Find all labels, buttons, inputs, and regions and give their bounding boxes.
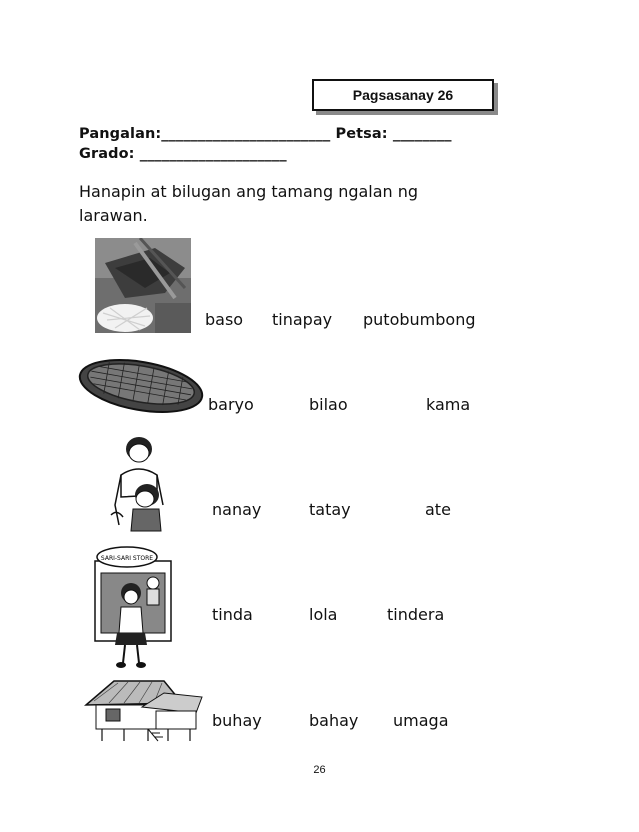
- exercise-title: Pagsasanay 26: [352, 87, 454, 103]
- choice-5-3[interactable]: umaga: [393, 711, 449, 730]
- choice-5-1[interactable]: buhay: [212, 711, 262, 730]
- choice-2-2[interactable]: bilao: [309, 395, 348, 414]
- choice-1-1[interactable]: baso: [205, 310, 244, 329]
- choice-4-3[interactable]: tindera: [387, 605, 445, 624]
- store-sign: SARI-SARI STORE: [100, 555, 154, 562]
- choice-5-2[interactable]: bahay: [309, 711, 359, 730]
- choice-3-2[interactable]: tatay: [309, 500, 351, 519]
- choice-4-1[interactable]: tinda: [212, 605, 253, 624]
- choice-1-3[interactable]: putobumbong: [363, 310, 476, 329]
- choice-3-1[interactable]: nanay: [212, 500, 262, 519]
- exercise-title-box: [312, 79, 494, 111]
- choice-2-3[interactable]: kama: [426, 395, 471, 414]
- choice-3-3[interactable]: ate: [425, 500, 451, 519]
- mother-child-drawing: [107, 435, 165, 533]
- house-drawing: [84, 677, 204, 745]
- girl-at-store-drawing: [93, 545, 173, 670]
- name-date-line: Pangalan:_______________________ Petsa: ________: [79, 126, 452, 142]
- choice-1-2[interactable]: tinapay: [272, 310, 333, 329]
- page-number: 26: [313, 764, 326, 776]
- bilao-drawing: [76, 352, 206, 424]
- putobumbong-photo: [95, 238, 191, 333]
- choice-2-1[interactable]: baryo: [208, 395, 254, 414]
- instruction-text: Hanapin at bilugan ang tamang ngalan ng larawan.: [79, 182, 419, 225]
- choice-4-2[interactable]: lola: [309, 605, 338, 624]
- grade-line: Grado: ____________________: [79, 146, 287, 162]
